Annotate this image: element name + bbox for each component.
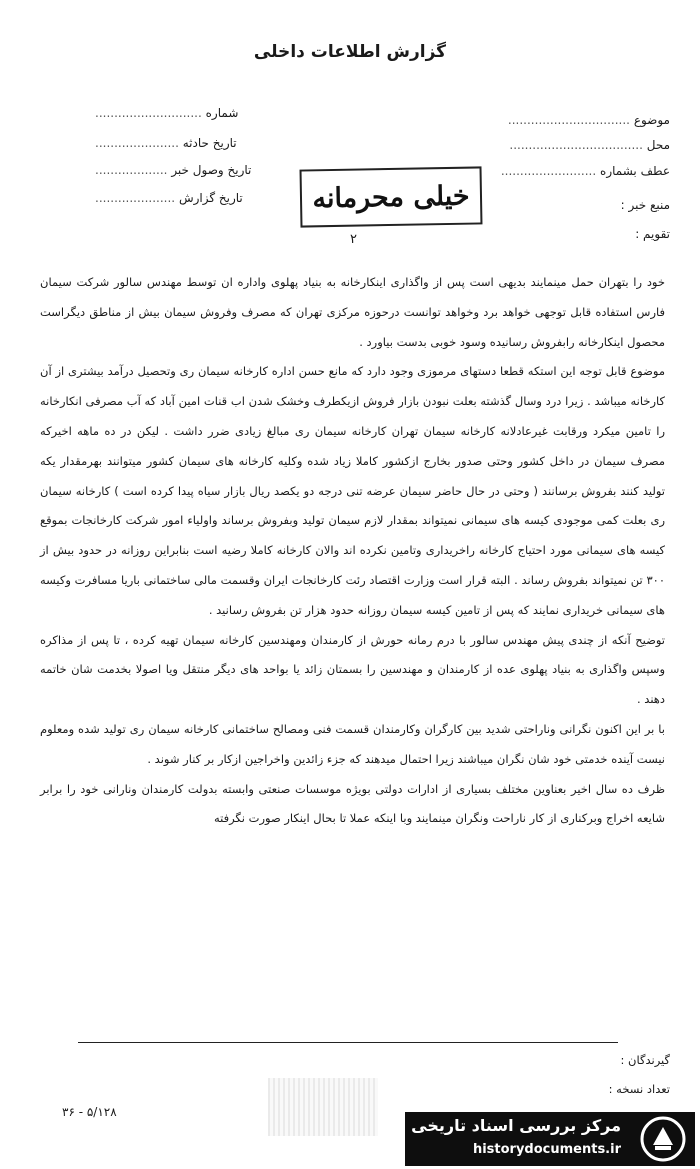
field-number [95, 106, 238, 120]
field-label: تقویم : [635, 227, 670, 241]
field-dots: ......................... [500, 164, 597, 178]
paragraph: خود را بتهران حمل مینمایند بدیهی است پس از واگذاری اینکارخانه به بنیاد پهلوی واداره ان توسط مهندس سالور شرکت سیمان فارس استفاده قابل توجهی خواهد برد وخواهد توانست درحوزه مرکزی تهران که مصرف وفروش سیمان بیش از مناطق دیگراست محصول اینکارخانه رابفروش رسانیده وسود خوبی بدست بیاورد . [40, 275, 665, 349]
stamp-number: ۲ [350, 232, 357, 247]
footer-divider [78, 1042, 618, 1043]
classification-stamp: خیلی محرمانه [300, 166, 483, 227]
field-location [509, 138, 670, 152]
archive-watermark [405, 1112, 695, 1166]
field-label: عطف بشماره [600, 164, 670, 178]
watermark-name: مرکز بررسی اسناد تاریخی [411, 1116, 621, 1135]
recipients-field: گیرندگان : [620, 1053, 670, 1067]
report-body [40, 268, 665, 834]
field-incident-date [95, 136, 237, 150]
field-label: تاریخ گزارش [178, 191, 243, 205]
field-label: منبع خبر : [620, 198, 670, 212]
field-label: تاریخ وصول خبر [171, 163, 252, 177]
scan-smudge [268, 1078, 378, 1136]
copies-field: تعداد نسخه : [608, 1082, 670, 1096]
field-label: محل [646, 138, 670, 152]
field-dots: ................................ [507, 113, 630, 127]
document-title: گزارش اطلاعات داخلی [253, 42, 447, 62]
field-dots: ...................... [95, 136, 179, 150]
field-label: تاریخ حادثه [182, 136, 237, 150]
paragraph: توضیح آنکه از چندی پیش مهندس سالور با درم رمانه حورش از کارمندان ومهندسین کارخانه سیمان تهیه کرده ، تا پس از مذاکره وسپس واگذاری به بنیاد پهلوی عده از کارمندان و مهندسین را بسمتان زائد یا بواحد های دیگر منتقل ویا اصولا بخدمت شان خاتمه دهند . [40, 632, 665, 707]
field-calendar [635, 227, 670, 241]
paragraph: موضوع قابل توجه این استکه قطعا دستهای مرموزی وجود دارد که مانع حسن اداره کارخانه سیمان ری وتحصیل درآمد بیشتری از آن کارخانه میباشد . زیرا درد وسال گذشته بعلت نبودن بازار فروش ازیکطرف وخشک شدن اب قنات امین آباد که آب مصرفی انکارخانه را تامین میکرد ورقابت غیرعادلانه کارخانه سیمان تهران کارخانه سیمان ری مبالغ زیادی ضرر داشت . لیکن در ده ماهه اخیرکه مصرف سیمان در داخل کشور وحتی صدور بخارج ازکشور کاملا زیاد شده وکلیه کارخانه های سیمان کشور میتوانند بهرمقدار یکه تولید کنند بفروش برسانند ( وحتی در حال حاضر سیمان عرضه تنی درجه دو یکصد ریال بازار سیاه پیدا کرده است ) کارخانه سیمان ری بعلت کمی موجودی کیسه های سیمانی نمیتواند بمقدار لازم سیمان تولید وبفروش برساند واولیاء امور شرکت کارخانجات بموقع کیسه های سیمانی مورد احتیاج کارخانه راخریداری وتامین نکرده اند والان کارخانه کاملا رضیه است بنابراین روزانه در حدود بیش از ۳۰۰ تن نمیتواند بفروش رساند . البته قرار است وزارت اقتصاد رئت کارخانجات ایران وقسمت مالی ساختمانی باریا مسافرت وکیسه های سیمانی خریداری نمایند که پس از تامین کیسه سیمان روزانه حدود هزار تن بفروش رسانید . [40, 364, 665, 617]
field-reference [501, 164, 670, 178]
field-dots: ................... [95, 163, 168, 177]
field-dots: ..................... [95, 191, 176, 205]
reference-number: ۵/۱۲۸ - ۳۶ [62, 1105, 117, 1119]
field-dots: ................................... [509, 138, 643, 152]
field-label: موضوع [633, 113, 670, 127]
field-receipt-date [95, 163, 251, 177]
field-source [621, 198, 670, 212]
field-dots: ............................ [95, 106, 202, 120]
paragraph: با بر این اکنون نگرانی وناراحتی شدید بین کارگران وکارمندان قسمت فنی ومصالح ساختمانی کارخانه سیمان ری تولید شده ومعلوم نیست آینده خدمتی خود شان نگران میباشند زیرا احتمال میدهند که جزء زائدین واخراجین ازکار بر کنار شوند . [40, 721, 665, 766]
field-report-date [95, 191, 243, 205]
paragraph: ظرف ده سال اخیر بعناوین مختلف بسیاری از ادارات دولتی بویژه موسسات صنعتی وابسته بدولت کارمندان ونارانی خود را برابر شایعه اخراج وبرکناری از کار ناراحت ونگران مینمایند وبا اینکه عملا تا بحال اینکار صورت نگرفته [40, 781, 665, 826]
archive-logo-icon [639, 1115, 687, 1163]
field-subject [508, 113, 670, 127]
field-label: شماره [205, 106, 239, 120]
watermark-url: historydocuments.ir [472, 1142, 621, 1157]
